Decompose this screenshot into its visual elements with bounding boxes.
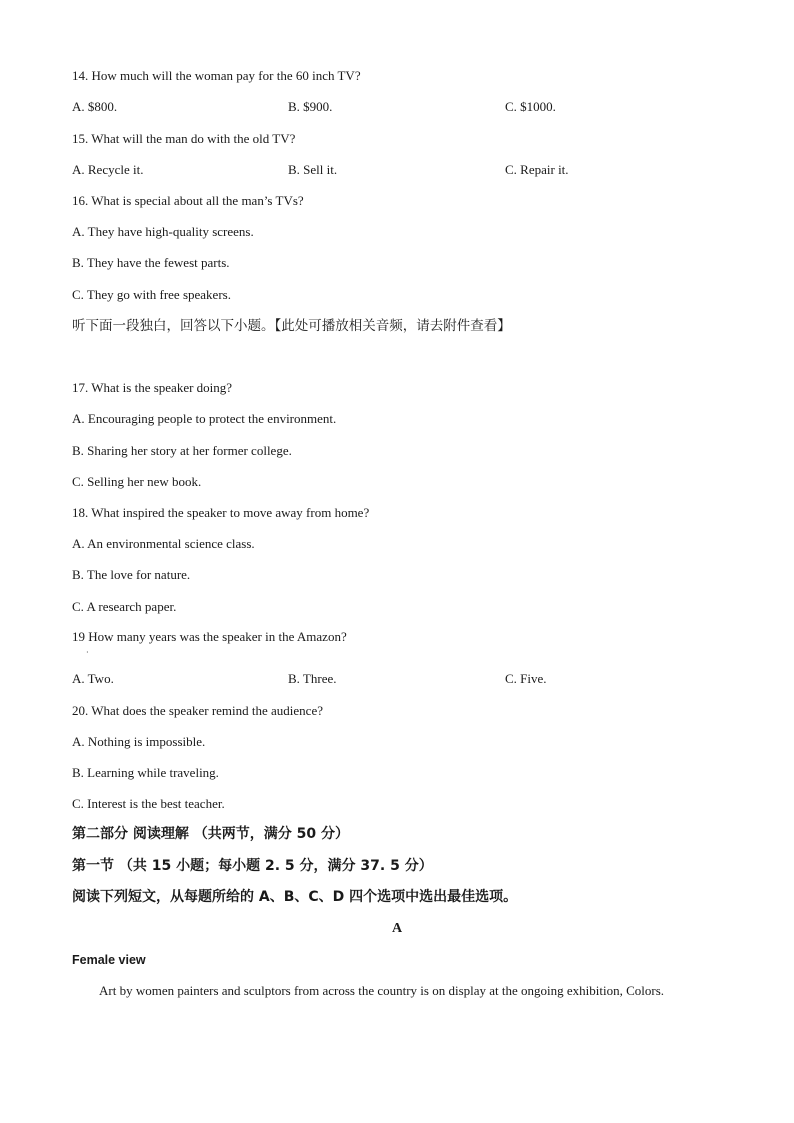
passage-letter: A	[391, 921, 403, 936]
stray-dot: ·	[86, 648, 89, 657]
question-20-option-a: A. Nothing is impossible.	[72, 734, 206, 749]
option-c: C. Five.	[505, 671, 547, 686]
part-two-heading: 第二部分 阅读理解 （共两节，满分 50 分）	[72, 826, 349, 842]
question-17: 17. What is the speaker doing?	[72, 380, 233, 395]
question-20: 20. What does the speaker remind the audience?	[72, 703, 323, 718]
question-19: 19 How many years was the speaker in the Amazon?	[72, 629, 347, 644]
option-c: C. $1000.	[505, 99, 556, 114]
question-17-option-c: C. Selling her new book.	[72, 474, 202, 489]
question-16-option-a: A. They have high-quality screens.	[72, 224, 254, 239]
question-18-option-b: B. The love for nature.	[72, 567, 191, 582]
question-16-option-c: C. They go with free speakers.	[72, 287, 231, 302]
option-a: A. $800.	[72, 99, 118, 114]
question-18: 18. What inspired the speaker to move away from home?	[72, 505, 370, 520]
question-17-option-b: B. Sharing her story at her former college.	[72, 443, 292, 458]
question-16: 16. What is special about all the man’s TVs?	[72, 193, 304, 208]
passage-title: Female view	[72, 953, 146, 967]
question-19-options	[72, 671, 732, 687]
option-a: A. Two.	[72, 671, 114, 686]
question-15: 15. What will the man do with the old TV?	[72, 131, 296, 146]
option-c: C. Repair it.	[505, 162, 569, 177]
option-b: B. Sell it.	[288, 162, 338, 177]
question-14: 14. How much will the woman pay for the 60 inch TV?	[72, 68, 361, 83]
question-15-options	[72, 162, 732, 178]
option-b: B. Three.	[288, 671, 337, 686]
monologue-instruction: 听下面一段独白，回答以下小题。【此处可播放相关音频，请去附件查看】	[72, 318, 511, 334]
question-17-option-a: A. Encouraging people to protect the environment.	[72, 411, 337, 426]
question-18-option-c: C. A research paper.	[72, 599, 177, 614]
question-14-options	[72, 99, 732, 115]
option-b: B. $900.	[288, 99, 333, 114]
passage-paragraph: Art by women painters and sculptors from across the country is on display at the ongoing exhibition, Colors.	[99, 983, 665, 998]
question-20-option-c: C. Interest is the best teacher.	[72, 796, 225, 811]
option-a: A. Recycle it.	[72, 162, 144, 177]
reading-instruction: 阅读下列短文，从每题所给的 A、B、C、D 四个选项中选出最佳选项。	[72, 889, 518, 905]
question-16-option-b: B. They have the fewest parts.	[72, 255, 230, 270]
question-18-option-a: A. An environmental science class.	[72, 536, 255, 551]
question-20-option-b: B. Learning while traveling.	[72, 765, 219, 780]
section-one-heading: 第一节 （共 15 小题；每小题 2. 5 分，满分 37. 5 分）	[72, 858, 433, 874]
